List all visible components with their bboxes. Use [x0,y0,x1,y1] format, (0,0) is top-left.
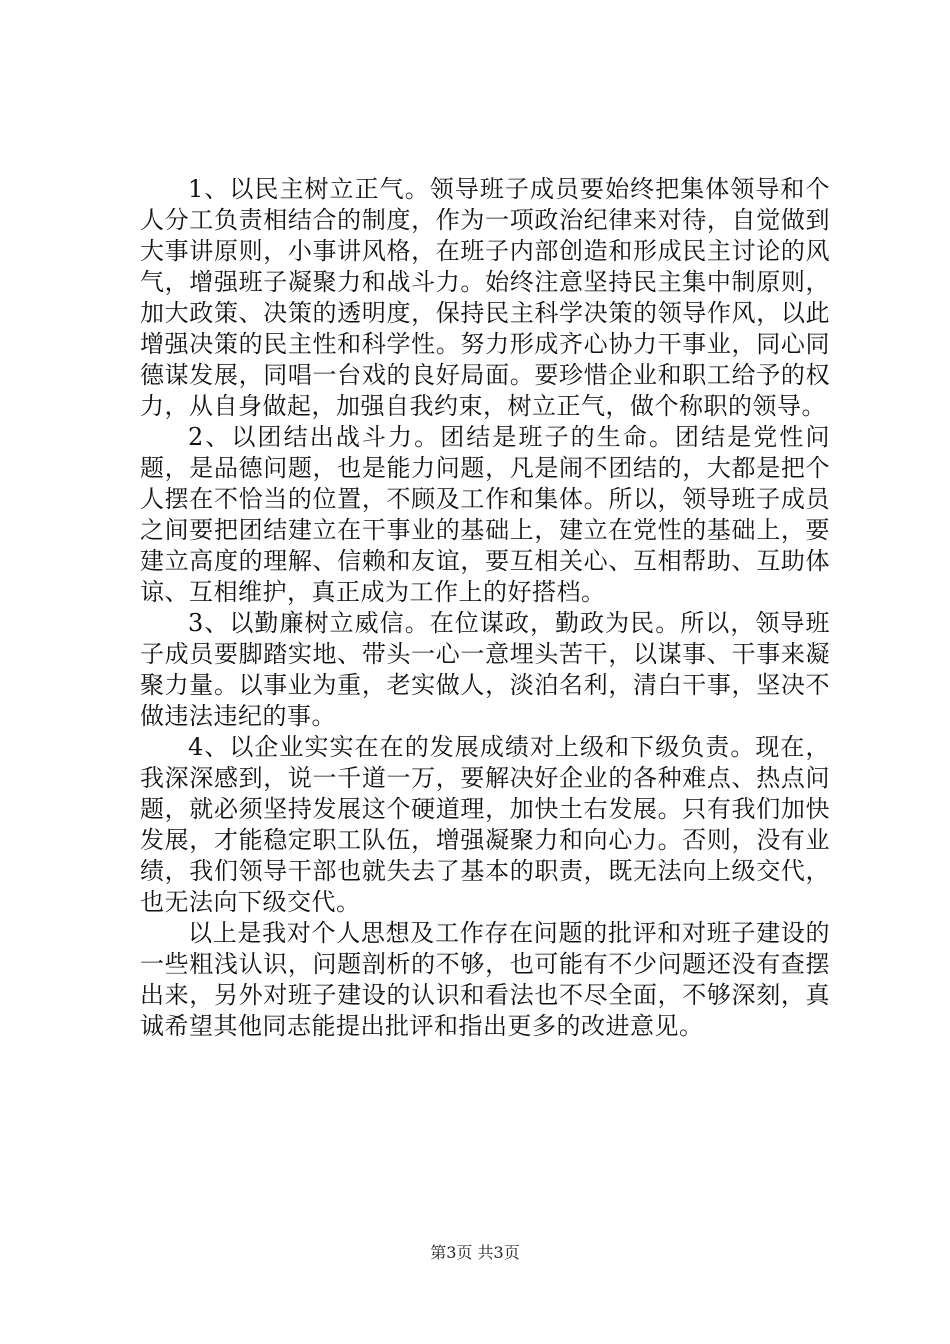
page-number-footer: 第3页 共3页 [430,1243,520,1262]
paragraph-integrity: 3、以勤廉树立威信。在位谋政，勤政为民。所以，领导班子成员要脚踏实地、带头一心一意埋头苦干，以谋事、干事来凝聚力量。以事业为重，老实做人，淡泊名利，清白干事，坚决不做违法违纪的事。 [140,609,830,730]
paragraph-democracy: 1、以民主树立正气。领导班子成员要始终把集体领导和个人分工负责相结合的制度，作为一项政治纪律来对待，自觉做到大事讲原则，小事讲风格，在班子内部创造和形成民主讨论的风气，增强班子凝聚力和战斗力。始终注意坚持民主集中制原则，加大政策、决策的透明度，保持民主科学决策的领导作风，以此增强决策的民主性和科学性。努力形成齐心协力干事业，同心同德谋发展，同唱一台戏的良好局面。要珍惜企业和职工给予的权力，从自身做起，加强自我约束，树立正气，做个称职的领导。 [140,175,830,420]
document-body [140,174,830,1042]
paragraph-conclusion: 以上是我对个人思想及工作存在问题的批评和对班子建设的一些粗浅认识，问题剖析的不够，也可能有不少问题还没有查摆出来，另外对班子建设的认识和看法也不尽全面，不够深刻，真诚希望其他同志能提出批评和指出更多的改进意见。 [140,919,830,1040]
paragraph-unity: 2、以团结出战斗力。团结是班子的生命。团结是党性问题，是品德问题，也是能力问题，凡是闹不团结的，大都是把个人摆在不恰当的位置，不顾及工作和集体。所以，领导班子成员之间要把团结建立在干事业的基础上，建立在党性的基础上，要建立高度的理解、信赖和友谊，要互相关心、互相帮助、互助体谅、互相维护，真正成为工作上的好搭档。 [140,423,830,606]
paragraph-development: 4、以企业实实在在的发展成绩对上级和下级负责。现在，我深深感到，说一千道一万，要解决好企业的各种难点、热点问题，就必须坚持发展这个硬道理，加快土右发展。只有我们加快发展，才能稳定职工队伍，增强凝聚力和向心力。否则，没有业绩，我们领导干部也就失去了基本的职责，既无法向上级交代，也无法向下级交代。 [140,733,830,916]
